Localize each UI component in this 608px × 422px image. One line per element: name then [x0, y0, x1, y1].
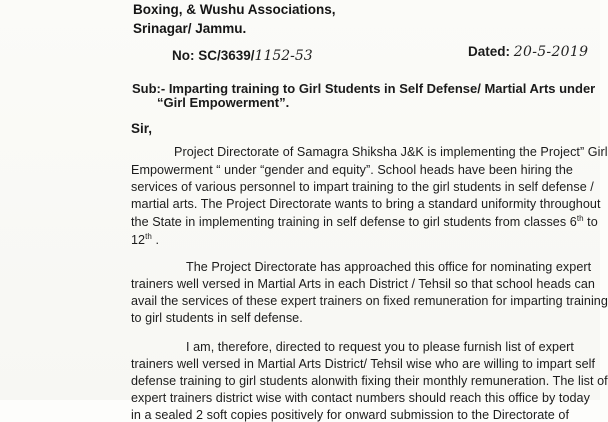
reference-number — [172, 49, 313, 63]
paragraph-1-line-6 — [131, 233, 159, 247]
paragraph-1-line-6-text: 12 — [131, 233, 146, 248]
subject-line-1: Sub:- Imparting training to Girl Students in Self Defense/ Martial Arts under — [132, 81, 596, 96]
paragraph-2-line-3: avail the services of these expert trainers on fixed remuneration for imparting training — [131, 294, 608, 308]
paragraph-2-line-4: to girl students in self defense. — [131, 311, 303, 325]
paragraph-3-line-2: trainers well versed in Martial Arts District/ Tehsil wise who are willing to impart self — [131, 357, 596, 371]
address-line-1: Boxing, & Wushu Associations, — [133, 2, 336, 17]
reference-handwritten: 1152-53 — [254, 48, 313, 64]
paragraph-2-line-2: trainers well versed in Martial Arts in each District / Tehsil so that school heads can — [131, 277, 595, 291]
date-label: Dated: — [468, 44, 511, 59]
paragraph-3-line-4: expert trainers district wise with contact numbers should reach this office by today — [131, 391, 590, 405]
paragraph-1-line-1: Project Directorate of Samagra Shiksha J&K is implementing the Project” Girl — [174, 145, 608, 159]
paragraph-1-line-5-text: the State in implementing training in self defense to girl students from classes 6 — [131, 215, 577, 230]
superscript-th: th — [145, 232, 152, 241]
salutation: Sir, — [131, 121, 153, 136]
paragraph-3-line-5: in a sealed 2 soft copies positively for onward submission to the Directorate of — [131, 408, 570, 422]
date — [468, 45, 588, 59]
paragraph-1-line-5 — [131, 215, 598, 229]
reference-label: No: SC/3639/ — [172, 48, 255, 63]
paragraph-1-line-6-end: . — [151, 233, 159, 248]
address-line-2: Srinagar/ Jammu. — [133, 21, 247, 36]
paragraph-1-line-3: services of various personnel to impart training to the girl students in self defense / — [131, 180, 594, 194]
subject-line-2: “Girl Empowerment”. — [157, 95, 290, 110]
paragraph-1-line-5-end: to — [583, 215, 598, 230]
superscript-th: th — [576, 214, 584, 223]
paragraph-1-line-4: martial arts. The Project Directorate wants to bring a standard uniformity throughout — [131, 197, 601, 211]
paragraph-2-line-1: The Project Directorate has approached this office for nominating expert — [186, 260, 592, 274]
paragraph-3-line-3: defense training to girl students alonwith fixing their monthly remuneration. The list of — [131, 374, 608, 388]
paragraph-3-line-1: I am, therefore, directed to request you to please furnish list of expert — [186, 340, 574, 354]
paragraph-1-line-2: Empowerment “ under “gender and equity”. School heads have been hiring the — [131, 163, 573, 177]
date-handwritten: 20-5-2019 — [513, 44, 589, 60]
